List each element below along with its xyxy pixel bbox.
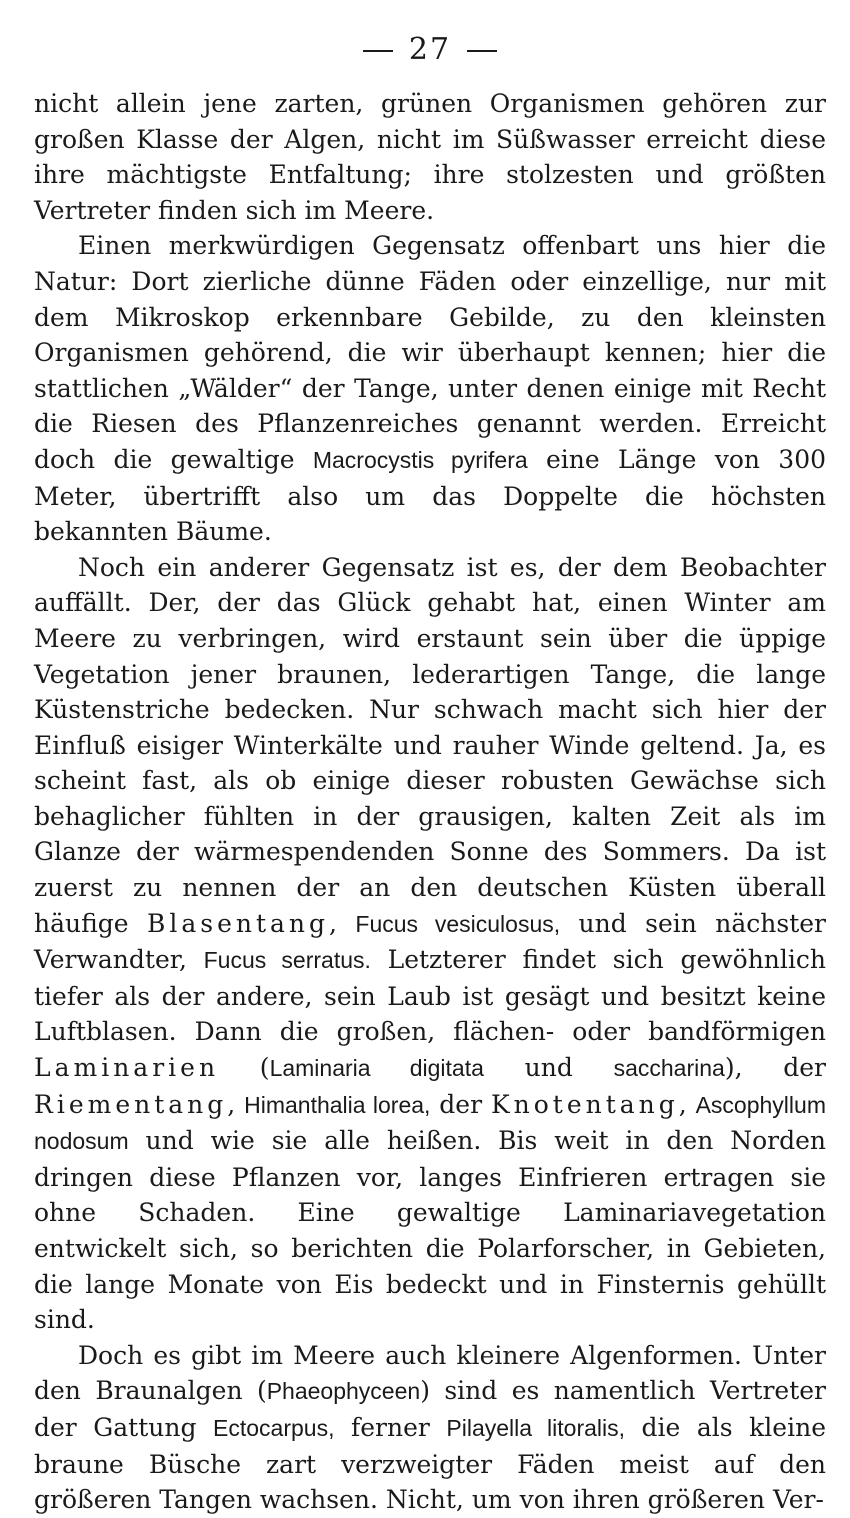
text-run: und wie sie alle heißen. Bis weit in den Norden dringen diese Pflanzen vor, langes Einfrieren ertragen sie ohne Schaden. Eine gewaltige Laminariavegetation entwickelt sich, so berichten die Polarforscher, in Gebieten, die lange Monate von Eis bedeckt und in Finsternis gehüllt sind. (34, 1126, 826, 1335)
text-run: ( (219, 1053, 270, 1083)
header-dash-right (467, 50, 497, 52)
text-run: nicht allein jene zarten, grünen Organismen gehören zur großen Klasse der Algen, nicht im Süßwasser erreicht diese ihre mächtigste Entfaltung; ihre stolzesten und größten Vertreter finden sich im Meere. (34, 89, 826, 225)
latin-name: Ectocarpus, (213, 1414, 335, 1441)
text-run: , (329, 908, 356, 938)
book-page (34, 30, 826, 1518)
page-header (34, 30, 826, 86)
paragraph (34, 228, 826, 549)
text-run: Doch es gibt im Meere auch kleinere Algenformen. Unter den Braunalgen ( (34, 1340, 826, 1406)
spaced-term: Knotentang (490, 1089, 679, 1119)
paragraph (34, 1338, 826, 1518)
latin-name: Ascophyllum nodosum (34, 1091, 826, 1155)
text-run: , (678, 1089, 696, 1119)
text-run: der (430, 1089, 491, 1119)
latin-name: Laminaria digitata (269, 1055, 484, 1082)
text-run: Einen merkwürdigen Gegensatz offenbart uns hier die Natur: Dort zierliche dünne Fäden oder einzellige, nur mit dem Mikroskop erkennbare Gebilde, zu den kleinsten Organismen gehörend, die wir überhaupt kennen; hier die stattlichen „Wälder“ der Tange, unter denen einige mit Recht die Riesen des Pflanzenreiches genannt werden. Erreicht doch die gewaltige (34, 231, 826, 474)
text-run: , (227, 1089, 245, 1119)
text-run: Noch ein anderer Gegensatz ist es, der dem Beobachter auffällt. Der, der das Glück gehabt hat, einen Winter am Meere zu verbringen, wird erstaunt sein über die üppige Vegetation jener braunen, lederartigen Tange, die lange Küstenstriche bedecken. Nur schwach macht sich hier der Einfluß eisiger Winterkälte und rauher Winde geltend. Ja, es scheint fast, als ob einige dieser robusten Gewächse sich behaglicher fühlten in der grausigen, kalten Zeit als im Glanze der wärmespendenden Sonne des Sommers. Da ist zuerst zu nennen der an den deutschen Küsten überall häufige (34, 552, 826, 938)
latin-name: Pilayella litoralis, (446, 1414, 626, 1441)
paragraph (34, 86, 826, 228)
text-run: eine Länge von 300 Meter, übertrifft also um das Doppelte die höchsten bekannten Bäume. (34, 444, 827, 547)
latin-name: Phaeophyceen (266, 1378, 421, 1405)
latin-name: Fucus serratus. (203, 947, 371, 974)
paragraph (34, 550, 826, 1338)
latin-name: saccharina (613, 1055, 725, 1082)
text-run: die als kleine braune Büsche zart verzweigter Fäden meist auf den größeren Tangen wachsen. Nicht, um von ihren größeren Ver- (34, 1412, 826, 1515)
text-run: ), der (724, 1053, 826, 1083)
text-run: und (483, 1053, 614, 1083)
text-run: ferner (334, 1412, 447, 1442)
text-run: ) sind es namentlich Vertreter der Gattung (34, 1376, 826, 1442)
latin-name: Himanthalia lorea, (244, 1091, 431, 1118)
text-run: und sein nächster Verwandter, (34, 908, 826, 975)
spaced-term: Laminarien (34, 1053, 220, 1083)
text-run: Letzterer findet sich gewöhnlich tiefer als der andere, sein Laub ist gesägt und besitzt keine Luftblasen. Dann die großen, flächen- oder bandförmigen (34, 945, 826, 1047)
body-text (34, 86, 826, 1518)
latin-name: Macrocystis pyrifera (312, 446, 528, 473)
latin-name: Fucus vesiculosus, (355, 910, 561, 937)
page-number: 27 (408, 32, 452, 67)
spaced-term: Riementang (34, 1089, 228, 1119)
spaced-term: Blasentang (146, 908, 330, 938)
header-dash-left (363, 50, 393, 52)
